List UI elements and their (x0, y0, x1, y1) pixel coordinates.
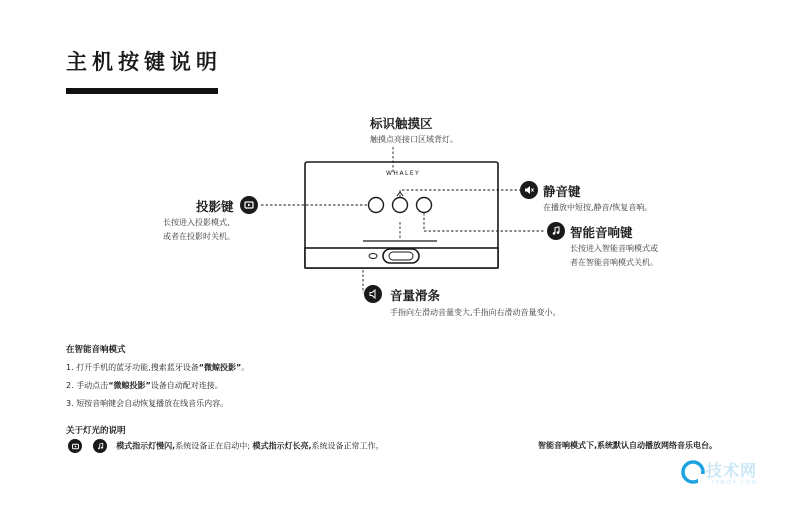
watermark-subtext: ITMOP.COM (712, 480, 759, 486)
light-note: 模式指示灯慢闪,系统设备正在启动中; 模式指示灯长亮,系统设备正常工作。 (68, 439, 384, 453)
smart-speaker-button (417, 198, 432, 213)
music-note-icon (547, 222, 565, 240)
projection-icon (240, 196, 258, 214)
page-title: 主机按键说明 (66, 50, 222, 74)
projection-desc-1: 长按进入投影模式, (163, 218, 230, 227)
volume-slider-title: 音量滑条 (390, 288, 441, 303)
smart-speaker-title: 智能音响键 (570, 225, 633, 240)
device-lens (383, 249, 419, 263)
mute-title: 静音键 (543, 184, 581, 199)
touch-area-title: 标识触摸区 (370, 116, 433, 131)
projection-button (369, 198, 384, 213)
volume-slider-desc: 手指向左滑动音量变大,手指向右滑动音量变小。 (390, 308, 561, 317)
touch-area-desc: 触摸点亮接口区域背灯。 (370, 135, 458, 144)
step-1: 1. 打开手机的蓝牙功能,搜索蓝牙设备“微鲸投影”。 (66, 363, 250, 372)
smart-speaker-desc-2: 者在智能音响模式关机。 (570, 258, 658, 267)
projection-indicator-icon (68, 439, 82, 453)
smart-speaker-desc-1: 长按进入智能音响模式或 (570, 244, 658, 253)
step-3: 3. 短按音响键会自动恢复播放在线音乐内容。 (66, 399, 229, 408)
smart-mode-heading: 在智能音响模式 (66, 345, 126, 355)
watermark-logo-icon (680, 458, 708, 488)
projection-title: 投影键 (196, 199, 234, 214)
speaker-icon (364, 285, 382, 303)
device-brand-label: WHALEY (386, 170, 421, 177)
light-heading: 关于灯光的说明 (66, 426, 126, 436)
music-indicator-icon (93, 439, 107, 453)
mute-button (393, 198, 408, 213)
speaker-mute-icon (520, 181, 538, 199)
step-2: 2. 手动点击“微鲸投影”设备自动配对连接。 (66, 381, 223, 390)
mute-desc: 在播放中短按,静音/恢复音响。 (543, 203, 653, 212)
auto-play-note: 智能音响模式下,系统默认自动播放网络音乐电台。 (538, 441, 718, 450)
watermark-text: 技术网 (706, 461, 758, 480)
projection-desc-2: 或者在投影时关机。 (163, 232, 235, 241)
